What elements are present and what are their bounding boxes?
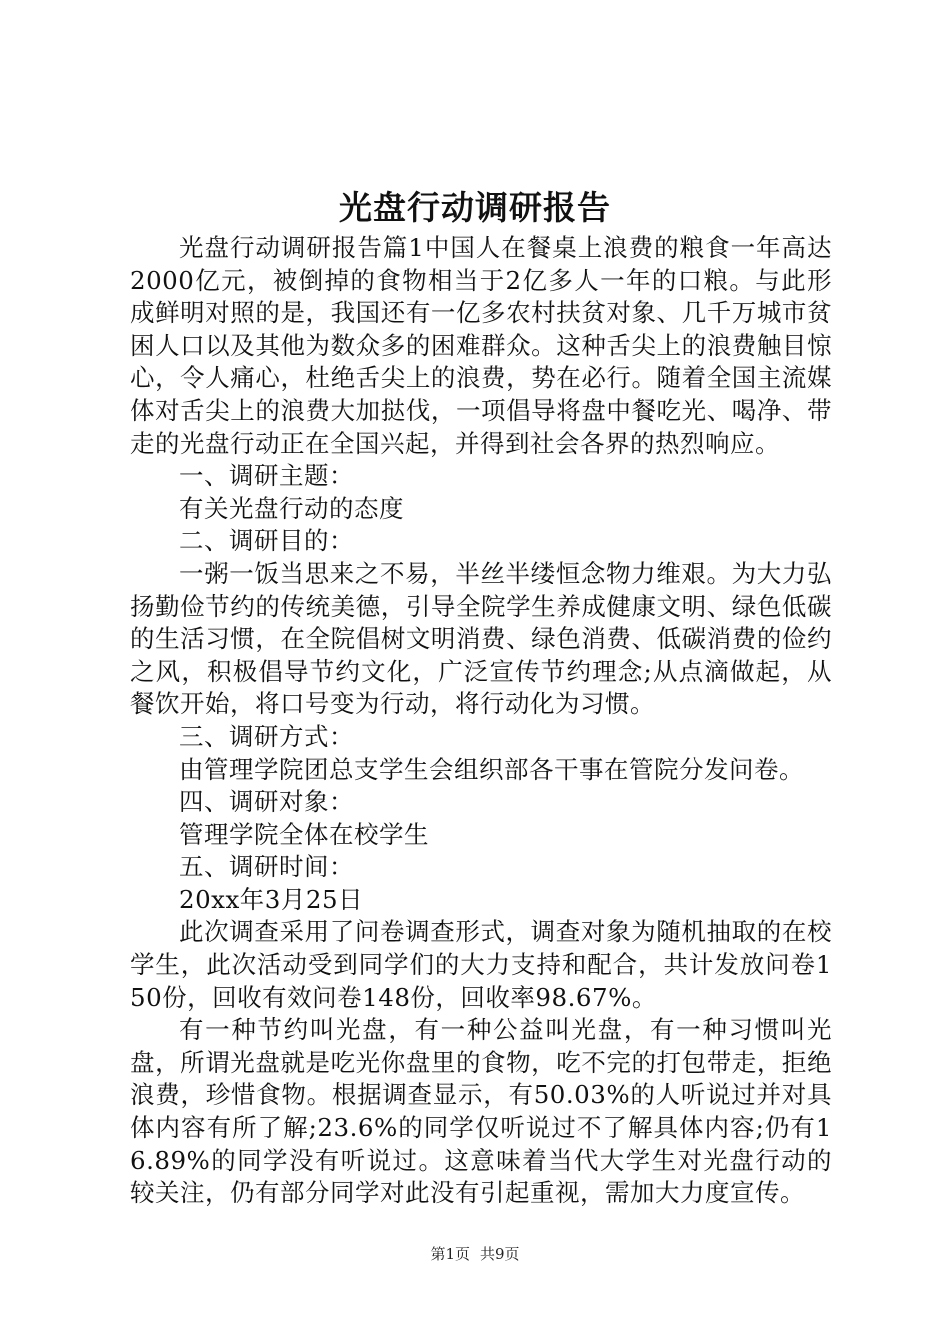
section-heading-subjects: 四、调研对象： (179, 787, 354, 817)
section-heading-topic: 一、调研主题： (179, 461, 354, 491)
document-body (130, 232, 832, 1210)
section-heading-time: 五、调研时间： (179, 852, 354, 882)
section-text-method: 由管理学院团总支学生会组织部各干事在管院分发问卷。 (179, 754, 804, 784)
page-number: 第1页 (430, 1245, 470, 1263)
document-title: 光盘行动调研报告 (339, 188, 611, 227)
section-heading-purpose: 二、调研目的： (179, 526, 354, 556)
section-text-subjects: 管理学院全体在校学生 (179, 819, 429, 849)
survey-summary-paragraph: 此次调查采用了问卷调查形式，调查对象为随机抽取的在校学生，此次活动受到同学们的大力支持和配合，共计发放问卷150份，回收有效问卷148份，回收率98.67%。 (130, 917, 832, 1012)
section-text-purpose: 一粥一饭当思来之不易，半丝半缕恒念物力维艰。为大力弘扬勤俭节约的传统美德，引导全院学生养成健康文明、绿色低碳的生活习惯，在全院倡树文明消费、绿色消费、低碳消费的俭约之风，积极倡导节约文化，广泛宣传节约理念;从点滴做起，从餐饮开始，将口号变为行动，将行动化为习惯。 (130, 558, 832, 719)
section-heading-method: 三、调研方式： (179, 721, 354, 751)
section-text-time: 20xx年3月25日 (179, 884, 364, 914)
section-text-topic: 有关光盘行动的态度 (179, 493, 404, 523)
intro-paragraph: 光盘行动调研报告篇1中国人在餐桌上浪费的粮食一年高达2000亿元，被倒掉的食物相当于2亿多人一年的口粮。与此形成鲜明对照的是，我国还有一亿多农村扶贫对象、几千万城市贫困人口以及其他为数众多的困难群众。这种舌尖上的浪费触目惊心，令人痛心，杜绝舌尖上的浪费，势在必行。随着全国主流媒体对舌尖上的浪费大加挞伐，一项倡导将盘中餐吃光、喝净、带走的光盘行动正在全国兴起，并得到社会各界的热烈响应。 (130, 233, 832, 458)
page-footer (0, 1244, 950, 1264)
survey-findings-paragraph: 有一种节约叫光盘，有一种公益叫光盘，有一种习惯叫光盘，所谓光盘就是吃光你盘里的食物，吃不完的打包带走，拒绝浪费，珍惜食物。根据调查显示，有50.03%的人听说过并对具体内容有所了解;23.6%的同学仅听说过不了解具体内容;仍有16.89%的同学没有听说过。这意味着当代大学生对光盘行动的较关注，仍有部分同学对此没有引起重视，需加大力度宣传。 (130, 1015, 832, 1208)
page-total: 共9页 (480, 1245, 520, 1263)
